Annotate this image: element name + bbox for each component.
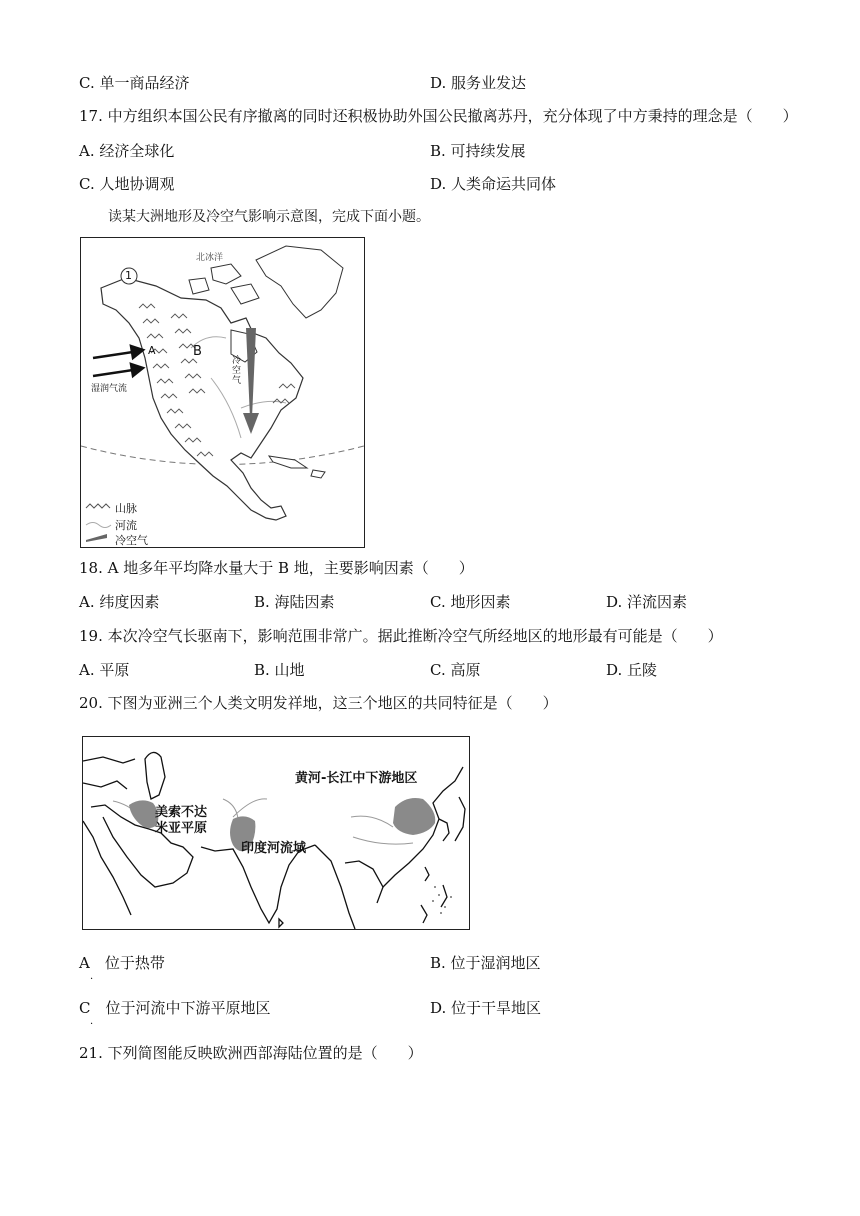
q19-option-d: D. 丘陵 <box>606 661 658 679</box>
q18-option-c: C. 地形因素 <box>430 593 511 611</box>
q18-stem: 18. A 地多年平均降水量大于 B 地，主要影响因素（ ） <box>79 559 474 577</box>
humid-airflow-label: 湿润气流 <box>91 384 128 394</box>
option-a-dot: · <box>90 974 94 985</box>
north-america-map <box>80 237 365 548</box>
arctic-ocean-label: 北冰洋 <box>196 253 224 263</box>
q16-option-d: D. 服务业发达 <box>430 74 527 92</box>
asia-civilizations-map <box>82 736 470 930</box>
q18-option-a: A. 纬度因素 <box>79 593 160 611</box>
q16-option-c: C. 单一商品经济 <box>79 74 190 92</box>
asia-civilizations-map-drawing <box>83 737 469 929</box>
marker-1-label: 1 <box>125 269 132 282</box>
q19-option-a: A. 平原 <box>79 661 130 679</box>
q18-option-d: D. 洋流因素 <box>606 593 688 611</box>
point-b-label: B <box>193 344 202 359</box>
cold-air-label: 冷空气 <box>232 356 242 386</box>
legend-cold-air-label: 冷空气 <box>115 534 148 547</box>
q17-option-a: A. 经济全球化 <box>79 142 175 160</box>
q20-option-c: C 位于河流中下游平原地区 <box>79 999 271 1017</box>
indus-valley-label: 印度河流域 <box>241 841 307 856</box>
q19-option-b: B. 山地 <box>254 661 305 679</box>
q20-option-a: A 位于热带 <box>79 954 165 972</box>
huanghe-changjiang-label: 黄河-长江中下游地区 <box>295 771 418 786</box>
q19-stem: 19. 本次冷空气长驱南下，影响范围非常广。据此推断冷空气所经地区的地形最有可能是（ ） <box>79 627 723 645</box>
option-c-dot: · <box>90 1019 94 1030</box>
group-intro: 读某大洲地形及冷空气影响示意图，完成下面小题。 <box>108 209 430 225</box>
q18-option-b: B. 海陆因素 <box>254 593 335 611</box>
q19-option-c: C. 高原 <box>430 661 481 679</box>
q20-option-b: B. 位于湿润地区 <box>430 954 541 972</box>
point-a-label: A <box>148 344 156 357</box>
legend-mountain-label: 山脉 <box>115 502 137 515</box>
q17-option-d: D. 人类命运共同体 <box>430 175 557 193</box>
q21-stem: 21. 下列简图能反映欧洲西部海陆位置的是（ ） <box>79 1044 423 1062</box>
q17-option-c: C. 人地协调观 <box>79 175 175 193</box>
q20-stem: 20. 下图为亚洲三个人类文明发祥地，这三个地区的共同特征是（ ） <box>79 694 558 712</box>
mesopotamia-label-line1: 美索不达 <box>155 805 208 820</box>
legend-river-label: 河流 <box>115 519 137 532</box>
mesopotamia-label-line2: 米亚平原 <box>155 821 208 836</box>
q20-option-d: D. 位于干旱地区 <box>430 999 542 1017</box>
q17-option-b: B. 可持续发展 <box>430 142 526 160</box>
q17-stem: 17. 中方组织本国公民有序撤离的同时还积极协助外国公民撤离苏丹，充分体现了中方秉持的理念是（ ） <box>79 107 798 125</box>
